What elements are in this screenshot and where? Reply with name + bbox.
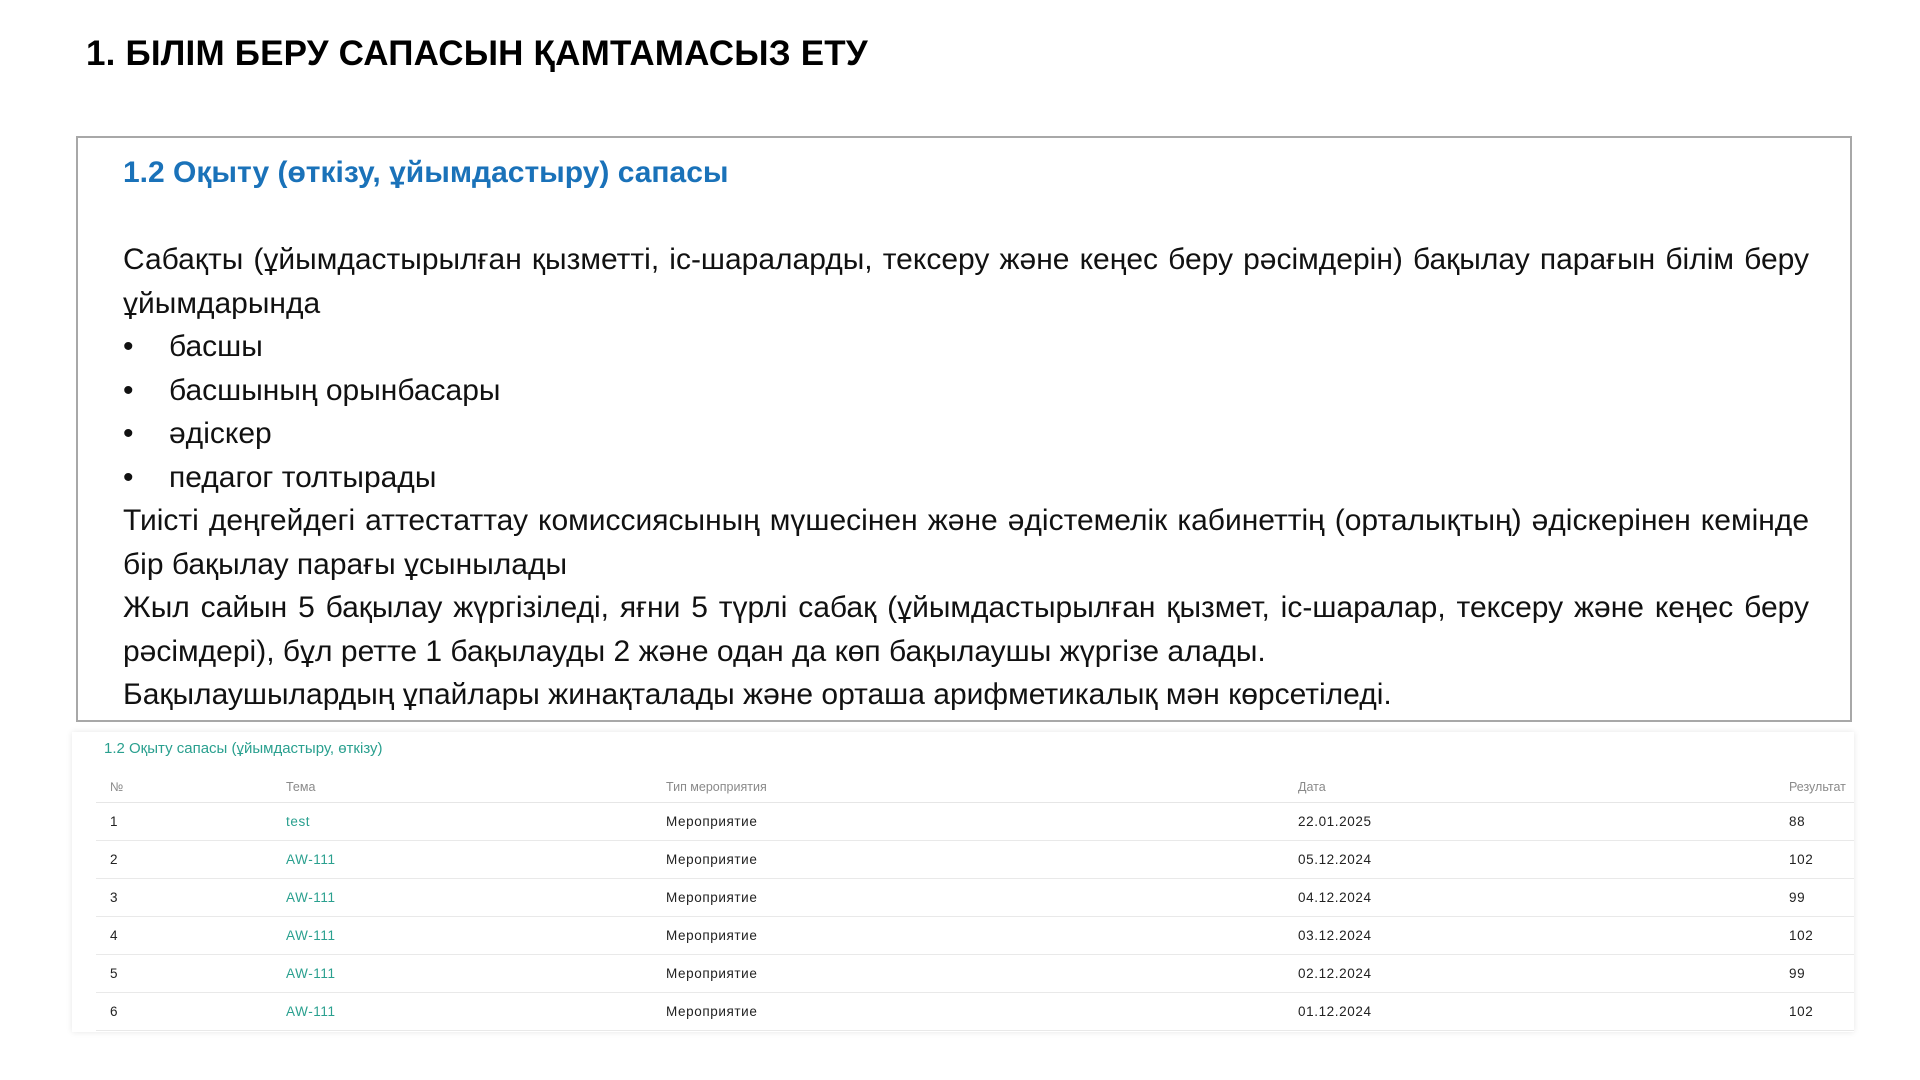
list-item [123, 325, 1809, 369]
table-row [96, 955, 1854, 993]
table-header-row [96, 772, 1854, 803]
info-content [123, 151, 1809, 717]
topic-link[interactable]: AW-111 [272, 955, 652, 993]
event-type: Мероприятие [652, 955, 1284, 993]
topic-link[interactable]: AW-111 [272, 879, 652, 917]
bullet-icon: • [123, 460, 134, 494]
topic-link[interactable]: AW-111 [272, 841, 652, 879]
row-number: 2 [96, 841, 272, 879]
result-score: 102 [1775, 917, 1854, 955]
event-type: Мероприятие [652, 993, 1284, 1031]
table-row [96, 841, 1854, 879]
list-item-label: басшы [169, 330, 263, 363]
list-item [123, 412, 1809, 456]
list-item-label: педагог толтырады [169, 460, 437, 494]
event-date: 05.12.2024 [1284, 841, 1775, 879]
event-date: 02.12.2024 [1284, 955, 1775, 993]
table-row [96, 917, 1854, 955]
column-header-topic[interactable]: Тема [272, 772, 652, 803]
event-type: Мероприятие [652, 917, 1284, 955]
bullet-icon: • [123, 417, 134, 450]
event-date: 03.12.2024 [1284, 917, 1775, 955]
table-row [96, 993, 1854, 1031]
list-item [123, 369, 1809, 413]
bullet-icon: • [123, 373, 134, 407]
commission-paragraph: Тиісті деңгейдегі аттестаттау комиссиясының мүшесінен және әдістемелік кабинеттің (орталықтың) әдіскерінен кемінде бір бақылау парағы ұсынылады [123, 504, 1809, 581]
topic-link[interactable]: AW-111 [272, 917, 652, 955]
table-row [96, 879, 1854, 917]
annual-paragraph: Жыл сайын 5 бақылау жүргізіледі, яғни 5 түрлі сабақ (ұйымдастырылған қызмет, іс-шаралар, тексеру және кеңес беру рәсімдері), бұл ретте 1 бақылауды 2 және одан да көп бақылаушы жүргізе алады. [123, 591, 1809, 668]
quality-table [96, 772, 1854, 1031]
role-list [123, 325, 1809, 499]
event-type: Мероприятие [652, 841, 1284, 879]
scores-paragraph: Бақылаушылардың ұпайлары жинақталады және орташа арифметикалық мән көрсетіледі. [123, 678, 1392, 711]
list-item-label: әдіскер [169, 417, 272, 450]
list-item [123, 456, 1809, 500]
result-score: 88 [1775, 803, 1854, 841]
result-score: 102 [1775, 841, 1854, 879]
event-date: 04.12.2024 [1284, 879, 1775, 917]
result-score: 102 [1775, 993, 1854, 1031]
row-number: 3 [96, 879, 272, 917]
column-header-result[interactable]: Результат [1775, 772, 1854, 803]
result-score: 99 [1775, 879, 1854, 917]
table-row [96, 803, 1854, 841]
topic-link[interactable]: AW-111 [272, 993, 652, 1031]
topic-link[interactable]: test [272, 803, 652, 841]
column-header-event-type[interactable]: Тип мероприятия [652, 772, 1284, 803]
bullet-icon: • [123, 330, 134, 363]
event-date: 01.12.2024 [1284, 993, 1775, 1031]
quality-table-card [72, 732, 1854, 1032]
row-number: 1 [96, 803, 272, 841]
page-title: 1. БІЛІМ БЕРУ САПАСЫН ҚАМТАМАСЫЗ ЕТУ [86, 34, 868, 73]
event-date: 22.01.2025 [1284, 803, 1775, 841]
column-header-date[interactable]: Дата [1284, 772, 1775, 803]
spacer [123, 195, 1809, 239]
row-number: 5 [96, 955, 272, 993]
info-box [76, 136, 1852, 722]
event-type: Мероприятие [652, 879, 1284, 917]
row-number: 6 [96, 993, 272, 1031]
column-header-number[interactable]: № [96, 772, 272, 803]
result-score: 99 [1775, 955, 1854, 993]
intro-paragraph: Сабақты (ұйымдастырылған қызметті, іс-шараларды, тексеру және кеңес беру рәсімдерін) бақылау парағын білім беру ұйымдарында [123, 243, 1809, 320]
table-title: 1.2 Оқыту сапасы (ұйымдастыру, өткізу) [104, 740, 383, 757]
section-heading: 1.2 Оқыту (өткізу, ұйымдастыру) сапасы [123, 156, 729, 189]
list-item-label: басшының орынбасары [169, 373, 501, 407]
row-number: 4 [96, 917, 272, 955]
event-type: Мероприятие [652, 803, 1284, 841]
